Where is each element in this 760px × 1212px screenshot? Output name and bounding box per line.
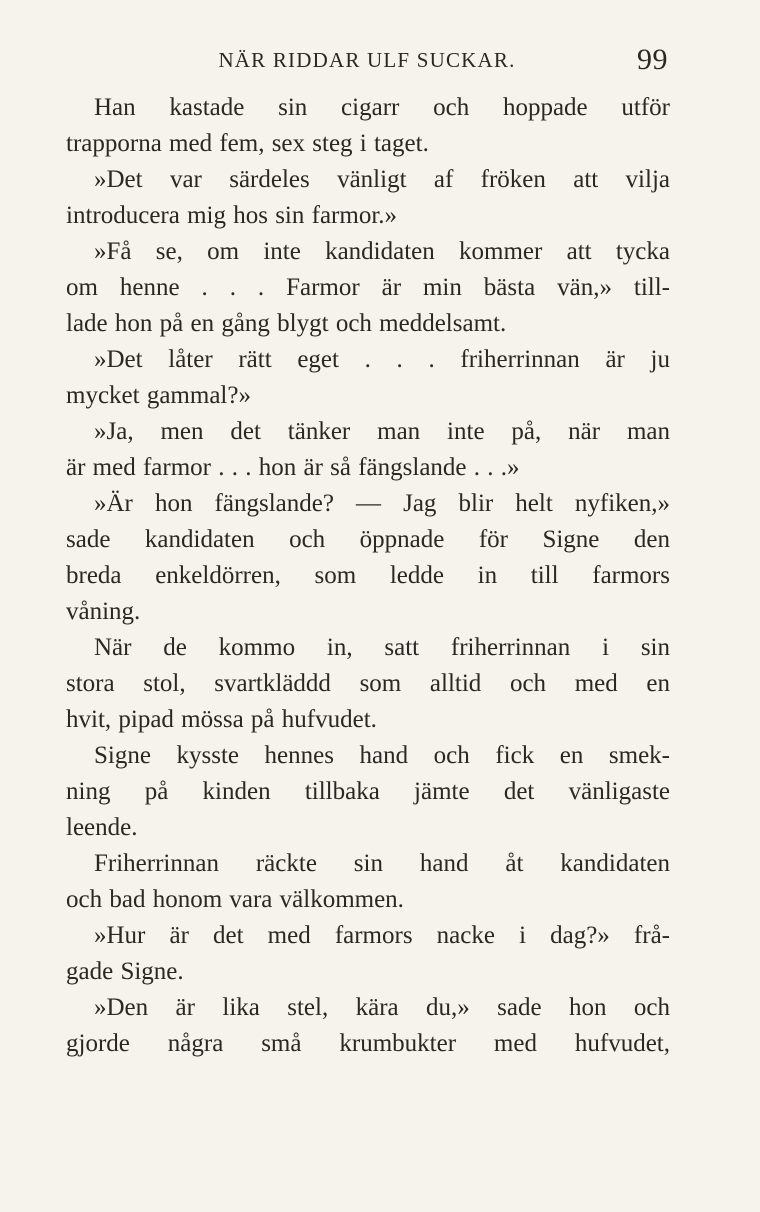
running-title: NÄR RIDDAR ULF SUCKAR. (218, 48, 516, 72)
text-line: introducera mig hos sin farmor.» (66, 202, 398, 229)
text-line: lade hon på en gång blygt och meddelsamt. (66, 310, 507, 337)
text-line: »Hur är det med farmors nacke i dag?» frå- (94, 922, 670, 949)
text-line: stora stol, svartkläddd som alltid och med en (66, 670, 670, 697)
text-line: är med farmor . . . hon är så fängslande . . .» (66, 454, 520, 481)
text-line: gjorde några små krumbukter med hufvudet, (66, 1030, 670, 1057)
body-text (66, 90, 670, 1062)
text-line: Han kastade sin cigarr och hoppade utför (94, 94, 670, 121)
text-line: hvit, pipad mössa på hufvudet. (66, 706, 377, 733)
text-line: ning på kinden tillbaka jämte det vänligaste (66, 778, 670, 805)
text-line: mycket gammal?» (66, 382, 251, 409)
text-line: Signe kysste hennes hand och fick en smek- (94, 742, 670, 769)
text-line: »Ja, men det tänker man inte på, när man (94, 418, 670, 445)
text-line: gade Signe. (66, 958, 184, 985)
text-line: Friherrinnan räckte sin hand åt kandidaten (94, 850, 670, 877)
text-line: sade kandidaten och öppnade för Signe den (66, 526, 670, 553)
text-line: »Det låter rätt eget . . . friherrinnan är ju (94, 346, 670, 373)
text-line: »Det var särdeles vänligt af fröken att vilja (94, 166, 670, 193)
text-line: »Den är lika stel, kära du,» sade hon och (94, 994, 670, 1021)
text-line: våning. (66, 598, 141, 625)
text-line: om henne . . . Farmor är min bästa vän,» till- (66, 274, 670, 301)
text-line: »Få se, om inte kandidaten kommer att tycka (94, 238, 670, 265)
text-line: breda enkeldörren, som ledde in till farmors (66, 562, 670, 589)
running-head (64, 40, 670, 80)
text-line: och bad honom vara välkommen. (66, 886, 404, 913)
text-line: »Är hon fängslande? — Jag blir helt nyfiken,» (94, 490, 670, 517)
text-line: trapporna med fem, sex steg i taget. (66, 130, 429, 157)
page-number: 99 (637, 43, 668, 76)
text-line: leende. (66, 814, 138, 841)
text-line: När de kommo in, satt friherrinnan i sin (94, 634, 670, 661)
